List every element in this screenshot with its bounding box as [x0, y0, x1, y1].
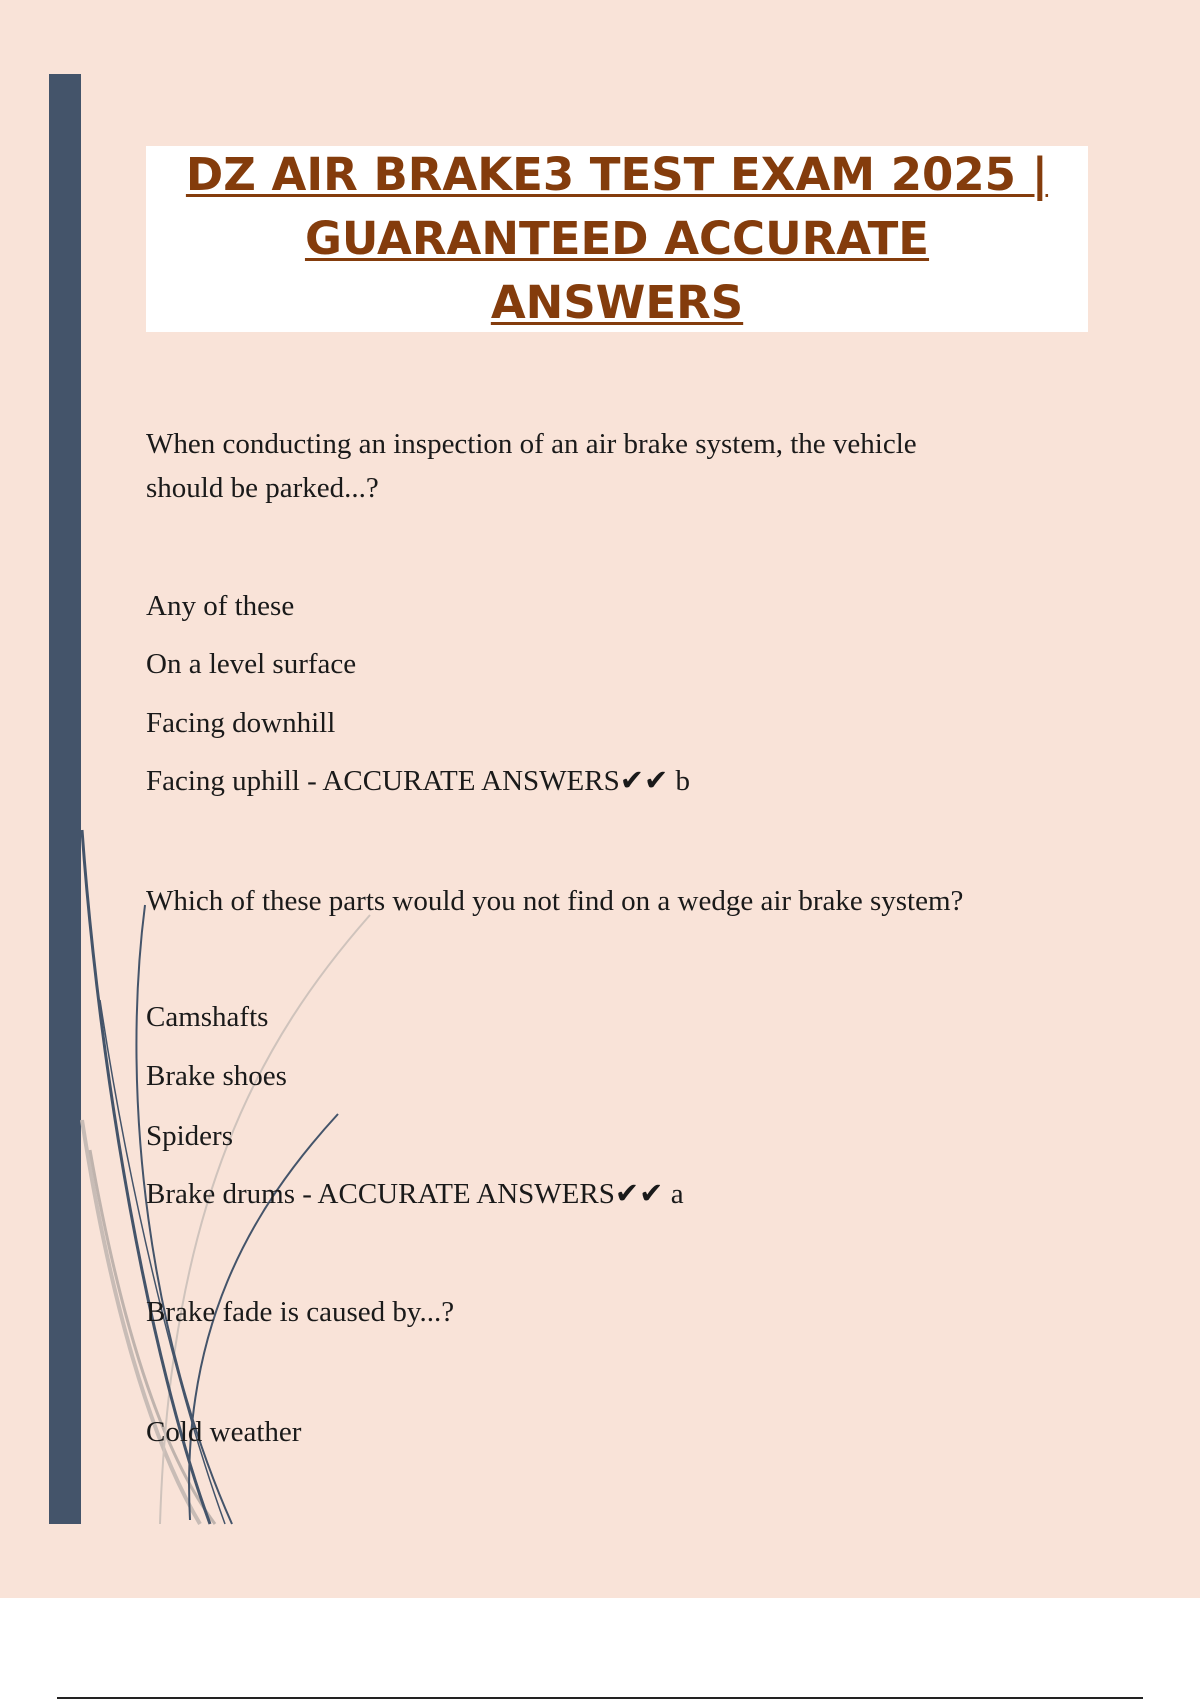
title-line-1: DZ AIR BRAKE3 TEST EXAM 2025 | [185, 148, 1049, 201]
question-1-option: On a level surface [146, 648, 357, 680]
question-3-option: Cold weather [146, 1416, 302, 1448]
question-1-text-line-2: should be parked...? [146, 472, 379, 504]
question-2-answer: Brake drums - ACCURATE ANSWERS✔✔ a [146, 1178, 684, 1210]
question-2-option: Brake shoes [146, 1060, 287, 1092]
footer-divider [57, 1697, 1143, 1699]
question-2-option: Camshafts [146, 1001, 269, 1033]
document-title [146, 146, 1088, 332]
question-2-option: Spiders [146, 1120, 233, 1152]
question-1-answer: Facing uphill - ACCURATE ANSWERS✔✔ b [146, 765, 691, 797]
decorative-side-bar [49, 74, 81, 1524]
question-1-text-line-1: When conducting an inspection of an air brake system, the vehicle [146, 428, 917, 460]
question-2-text: Which of these parts would you not find on a wedge air brake system? [146, 885, 964, 917]
question-1-option: Any of these [146, 590, 295, 622]
title-line-3: ANSWERS [490, 276, 744, 329]
title-line-2: GUARANTEED ACCURATE [304, 212, 930, 265]
question-1-option: Facing downhill [146, 707, 336, 739]
question-3-text: Brake fade is caused by...? [146, 1296, 455, 1328]
